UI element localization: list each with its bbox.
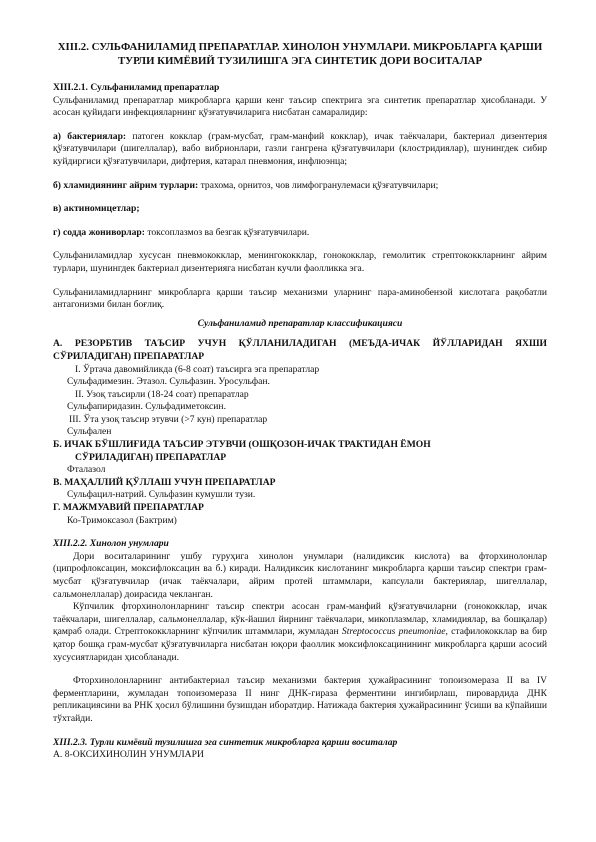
sulfonamides-mechanism-paragraph: Сульфаниламидларнинг микробларга қарши таъсир механизми уларнинг пара-аминобензой кислотага рақобатли антагонизми билан боғлиқ. (53, 286, 547, 311)
section-heading-quinolones: XIII.2.2. Хинолон унумлари (53, 538, 169, 550)
section-heading-sulfonamides: XIII.2.1. Сульфаниламид препаратлар (53, 82, 220, 93)
group-v-heading: В. МАҲАЛЛИЙ ҚЎЛЛАШ УЧУН ПРЕПАРАТЛАР (53, 476, 276, 488)
group-a-class-1: I. Ўртача давомийликда (6-8 соат) таъсирга эга препаратлар (75, 363, 320, 375)
chapter-title-line-1: XIII.2. СУЛЬФАНИЛАМИД ПРЕПАРАТЛАР. ХИНОЛОН УНУМЛАРИ. МИКРОБЛАРГА ҚАРШИ (57, 41, 543, 53)
quinolones-paragraph-2 (53, 601, 547, 664)
item-d-text: токсоплазмоз ва безгак қўзғатувчилари. (144, 226, 310, 238)
group-a-class-1-drugs: Сульфадимезин. Этазол. Сульфазин. Уросульфан. (67, 376, 270, 388)
item-d-protozoa (53, 227, 547, 240)
quinolones-p2-end: , стафилококклар ва бир қатор бошқа грам-мусбат қўзғатувчиларга нисбатан юқори фаоллик моксифлоксацинининг микробларга қарши асосий хусусиятларидан ҳисобланади. (53, 626, 547, 663)
item-a-label: а) бактериялар: (53, 130, 127, 142)
classification-title: Сульфаниламид препаратлар классификацияси (197, 317, 403, 329)
group-g-heading: Г. МАЖМУАВИЙ ПРЕПАРАТЛАР (53, 502, 204, 514)
group-a-class-3-drugs: Сульфален (67, 426, 112, 438)
item-b-chlamydia (53, 180, 547, 193)
species-name: Streptococcus pneumoniae (341, 626, 446, 638)
quinolones-p2-start: Кўпчилик фторхинолонларнинг таъсир спектри асосан грам-манфий қўзғатувчиларни (гонококклар, ичак таёкчалари, шигеллалар, сальмонеллалар, кўк-йашил йирнинг таёкчалари, микоплазмлар, хламидиялар, ва бошқалар) қамраб олади. Стрептококкларнинг кўпчилик штаммлари, жумладан (53, 601, 547, 638)
item-a-bacteria (53, 131, 547, 169)
group-b-heading-cont: СЎРИЛАДИГАН) ПРЕПАРАТЛАР (75, 451, 227, 463)
sulfonamides-activity-paragraph: Сульфаниламидлар хусусан пневмококклар, менингококклар, гонококклар, гемолитик стрептококкларнинг айрим турлари, шунингдек бактериал дизентерияга нисбатан кучли фаолликка эга. (53, 250, 547, 274)
section-heading-synthetic-agents: XIII.2.3. Турли кимёвий тузилишга эга синтетик микробларга қарши воситалар (53, 736, 398, 748)
item-d-label: г) содда жониворлар: (53, 226, 145, 238)
document-page (53, 40, 547, 762)
group-b-drugs: Фталазол (67, 464, 106, 476)
group-b-heading: Б. ИЧАК БЎШЛИҒИДА ТАЪСИР ЭТУВЧИ (ОШҚОЗОН-ИЧАК ТРАКТИДАН ЁМОН (53, 439, 431, 451)
group-a-heading: А. РЕЗОРБТИВ ТАЪСИР УЧУН ҚЎЛЛАНИЛАДИГАН (МЕЪДА-ИЧАК ЙЎЛЛАРИДАН ЯХШИ СЎРИЛАДИГАН) ПРЕПАРАТЛАР (53, 338, 547, 362)
quinolones-paragraph-1: Дори воситаларининг ушбу гуруҳига хинолон унумлари (налидиксик кислота) ва фторхинолонлар (ципрофлоксацин, моксифлоксацин ва б.) киради. Налидиксик кислотанинг микробларга қарши таъсир спектри грам-мусбат қўзғатувчилар (ичак таёкчалари, айрим протей штаммлари, капсулали бактериялар, шигеллалар, сальмонеллалар) доирасида чекланган. (53, 550, 547, 600)
group-v-drugs: Сульфацил-натрий. Сульфазин кумушли тузи. (67, 489, 256, 501)
item-b-label: б) хламидиянинг айрим турлари: (53, 179, 199, 191)
group-g-drugs: Ко-Тримоксазол (Бактрим) (67, 514, 177, 526)
subsection-8-oxyquinoline: А. 8-ОКСИХИНОЛИН УНУМЛАРИ (53, 749, 204, 761)
group-a-class-3: III. Ўта узоқ таъсир этувчи (>7 кун) препаратлар (69, 413, 268, 425)
group-a-class-2-drugs: Сульфапиридазин. Сульфадиметоксин. (67, 401, 226, 413)
sulfonamides-intro: Сульфаниламид препаратлар микробларга қарши кенг таъсир спектрига эга синтетик препаратлар ҳисобланади. У асосан қуйидаги инфекцияларнинг қўзғатувчиларига нисбатан самаралидир: (53, 94, 547, 119)
item-c-actinomycetes: в) актиномицетлар; (53, 203, 140, 215)
item-a-text: патоген кокклар (грам-мусбат, грам-манфий кокклар), ичак таёкчалари, бактериал дизентерия қўзғатувчилари (шигеллалар), вабо вибрионлари, газли гангрена қўзғатувчилари (клостридиялар), шунингдек сибир куйдиргиси қўзғатувчилари, дифтерия, катарал пневмония, инфлюэнца; (53, 130, 547, 167)
chapter-title-line-2: ТУРЛИ КИМЁВИЙ ТУЗИЛИШГА ЭГА СИНТЕТИК ДОРИ ВОСИТАЛАР (117, 55, 483, 67)
group-a-class-2: II. Узоқ таъсирли (18-24 соат) препаратлар (75, 388, 249, 400)
item-b-text: трахома, орнитоз, чов лимфогранулемаси қўзғатувчилари; (198, 179, 439, 191)
chapter-title (53, 40, 547, 68)
quinolones-paragraph-3: Фторхинолонларнинг антибактериал таъсир механизми бактерия ҳужайрасининг топоизомераза II ва IV ферментларини, жумладан топоизомераза II нинг ДНК-гираза ферментини ингибирлаш, пировардида ДНК репликациясини ва РНК ҳосил бўлишини бузишдан иборатдир. Натижада бактерия ҳужайрасининг ўсиши ва кўпайиши тўхтайди. (53, 675, 547, 724)
